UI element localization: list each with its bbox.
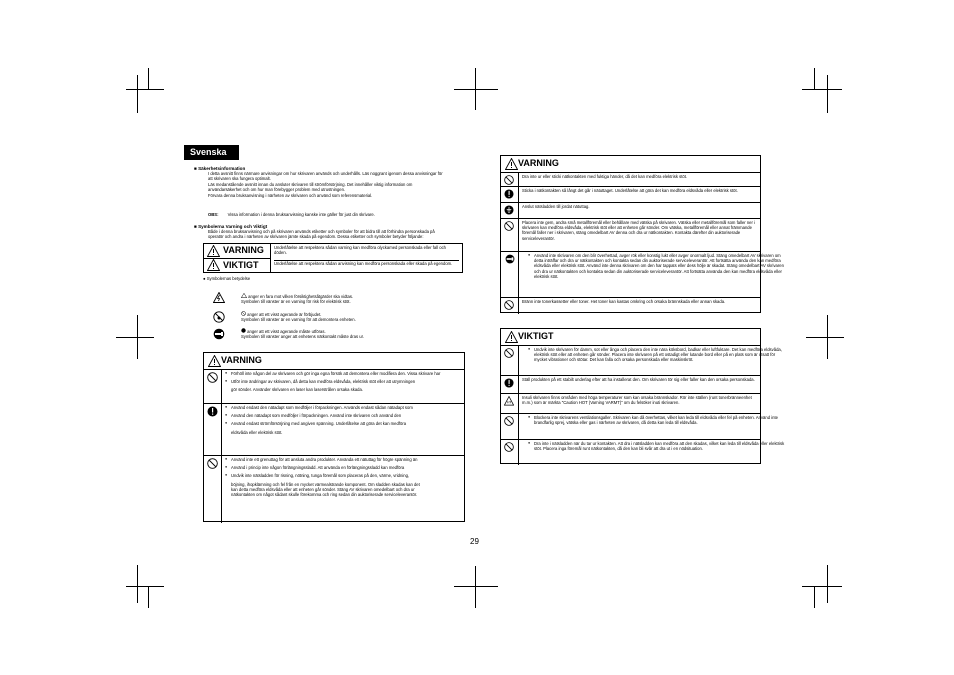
bullet: ● Använd i princip inte någon förlängningssladd. Att använda en förlängningssladd kan medföra (225, 465, 461, 470)
electric-shock-warning-icon (213, 292, 225, 303)
safety-line: användarsäkerhet och om hur man förebygger problem med utrustningen. (208, 187, 346, 193)
warning-row (501, 297, 760, 314)
row-text: Anslut nätsladden till jordat nätuttag. (522, 204, 590, 209)
crop-mark (126, 586, 164, 587)
bullet: ● Utför inte ändringar av skrivaren, då detta kan medföra eldsvåda, elektrisk stöt eller att utrymningen (225, 379, 461, 384)
caution-triangle-icon (207, 259, 220, 271)
caution-row (501, 413, 778, 440)
ground-icon (504, 205, 514, 215)
example-1-text (241, 293, 353, 305)
no-disassemble-icon (207, 372, 218, 383)
prohibited-icon (504, 348, 514, 358)
row-text: Bränn inte tonerkassetter eller toner. Het toner kan kastas omkring och orsaka brännskada eller annan skada. (522, 299, 726, 304)
prohibited-icon (504, 221, 514, 231)
right-warning-box (500, 155, 784, 313)
row-text: Sticka i nätkontakten så långt det går i nätuttaget. Underlåtelse att göra det kan medföra eldsvåda eller elektrisk stöt. (522, 188, 738, 193)
left-warning-title: VARNING (221, 355, 262, 365)
caution-row (501, 439, 785, 465)
right-warning-title: VARNING (518, 158, 559, 168)
no-fire-icon (504, 300, 514, 310)
legend-viktigt-label: VIKTIGT (223, 260, 259, 270)
warning-row (204, 403, 464, 456)
crop-mark (814, 586, 815, 608)
crop-mark (137, 565, 138, 603)
example-1-line2: Symbolen till vänster är en varning för risk för elektrisk stöt. (241, 299, 351, 305)
example-2-line1: anger att ett visst agerande är förbjudet. (247, 312, 322, 317)
warning-row (501, 218, 760, 252)
crop-mark (126, 89, 164, 90)
example-3-line2: Symbolen till vänster anger att enhetens nätkontakt måste dras ur. (241, 334, 364, 340)
no-wet-hands-icon (504, 175, 514, 185)
warning-row (501, 251, 784, 298)
example-2-text (241, 311, 356, 323)
legend-varning-label: VARNING (223, 245, 264, 255)
legend-table (203, 243, 463, 273)
symbols-heading: ■ Symbolerna Varning och Viktigt (194, 224, 268, 229)
row-text: Insuli skrivaren finns områden med höga temperaturer som kan orsaka brännskador. Rör inte ställen (runt tonerbränneenhet m.m.) som är märkta "Caution HOT (Varning VARMT)" om du felsöker inuti skrivaren. (522, 395, 752, 406)
right-caution-title: VIKTIGT (518, 331, 554, 341)
warning-row (501, 202, 760, 219)
small-triangle-icon (241, 293, 247, 298)
example-2-line2: Symbolen till vänster är en varning för att demontera enheten. (241, 317, 356, 323)
symbols-line: operatör och andra i närheten av skrivaren jämte skada på egendom. Dessa etiketter och symboler betyder följande: (208, 234, 424, 240)
warning-row (501, 186, 760, 203)
examples-heading: ● Symbolernas betydelse (203, 276, 251, 281)
crop-mark (137, 75, 138, 113)
bullet: ● Undvik inte nätsladden för risning, nötning, tunga föremål som placeras på den, värme, vridning, (225, 473, 461, 478)
safety-info-section (194, 166, 474, 217)
bullet: ● Använd endast strömförsörjning med angiven spänning. Underlåtelse att göra det kan medföra (225, 421, 461, 426)
example-1-line1: anger en fara mot vilken försiktighetsåtgärder ska vidtas. (248, 294, 354, 299)
caution-row (501, 393, 760, 414)
warning-row (501, 172, 760, 187)
bullet: ● Använd endast den nätadapt som medföljer i förpackningen. Används endast sådan nätadapt som (225, 405, 461, 410)
crop-mark (827, 315, 828, 359)
safety-line: I detta avsnitt finns närmare anvisningar om hur skrivaren används och underhålls. Läs noggrant igenom dessa anvisningar för (208, 171, 443, 176)
row-text: Ställ produkten på ett stabilt underlag efter att ha installerat den. Om skrivaren tör sig eller faller kan den orsaka personskada. (522, 377, 755, 382)
no-disassemble-icon (213, 311, 225, 323)
example-3-text (241, 328, 364, 340)
crop-mark (814, 68, 815, 90)
bullet-cont: kan detta medföra eldsvåda eller att enheten går sönder. Stäng AV skrivaren omedelbart och dra ur (231, 486, 415, 492)
safety-line: Läs medanstående avsnitt innan du ansluter skrivaren till strömförsörjning. Det innehåller viktig information om (208, 181, 413, 187)
bullet: ● Använd inte ett grenuttag för att ansluta andra produkter. Använda ett nätuttag för högre spänning än (225, 457, 461, 462)
mandatory-icon (504, 189, 514, 199)
crop-mark (827, 565, 828, 603)
warning-triangle-icon (208, 355, 221, 367)
legend-varning-desc: Underlåtelse att respektera sådan varning kan medföra olyckamed personskada eller fall och döden. (274, 245, 447, 256)
crop-mark (137, 315, 138, 359)
warning-triangle-icon (505, 158, 518, 170)
safety-line: Förvara denna bruksanvisning i närheten av skrivaren och använd som referensmaterial. (208, 192, 373, 198)
row-text: Placera inte gem, andra små metallföremål eller behållare med vätska på skrivaren. Vätska eller metallföremål som faller ner i skrivaren kan medföra eldsvåda, elektrisk stöt eller att enheten går sönder. Om vätska, metallföremål eller annat främmande föremål faller ner i skrivaren, stäng omedelbart AV denna och dra ur nätkontakten. Kontakta därefter din auktoriserade serviceleverantör. (522, 220, 755, 241)
page-number: 29 (470, 537, 479, 546)
small-prohibit-icon (241, 311, 246, 316)
bullet-cont: eldsvåda eller elektrisk stöt. (231, 429, 283, 435)
obs-text: Vissa information i denna bruksanvisning kanske inte gäller för just din skrivare. (227, 212, 375, 218)
example-3-line1: anger att ett visst agerande måste utföras. (247, 329, 326, 334)
prohibited-icon (207, 458, 218, 469)
warning-row (204, 369, 464, 404)
language-tab: Svenska (184, 145, 239, 160)
symbols-line: Både i denna bruksanvisning och på skrivaren används etiketter och symboler för att bidra till att förhindra personskada på (208, 229, 435, 234)
hot-surface-icon (504, 396, 514, 406)
crop-mark (454, 89, 498, 90)
row-text: Dra inte ur eller sticki nätkontakten med fuktiga händer, då det kan medföra elektrisk stöt. (522, 174, 688, 179)
unplug-icon (212, 328, 226, 340)
mandatory-icon (207, 406, 218, 417)
row-text: ● Blockera inte skrivarens ventilationsgaller. Skrivaren kan då överhettas, vilket kan leda till eldsvåda eller fel på enheten. Använd inte brandfarlig sprej, vätska eller gas i närheten av skrivaren, då detta kan leda till eldsvåda. (528, 415, 787, 425)
crop-mark (148, 68, 149, 90)
symbols-section (194, 224, 474, 240)
crop-mark (806, 337, 844, 338)
warning-triangle-icon (207, 245, 220, 257)
crop-mark (827, 75, 828, 113)
right-caution-box (500, 328, 785, 464)
crop-mark (802, 89, 842, 90)
safety-line: att skrivaren ska fungera optimalt. (208, 176, 271, 182)
crop-mark (454, 586, 498, 587)
prohibited-icon (504, 442, 514, 452)
left-warning-box (203, 352, 465, 522)
bullet-cont: böjning, ihopklämning och fel från en mycket värmealstrande komponent. Om sladden skadas kan det (231, 481, 420, 487)
bullet: ● Använd den nätadapt som medföljer i förpackningen. Använd inte skrivaren och använd den (225, 413, 461, 418)
mandatory-icon (504, 378, 514, 388)
safety-info-heading: ■ Säkerhetsinformation (194, 166, 246, 171)
obs-label: OBS: (208, 212, 219, 218)
warning-row (204, 455, 464, 523)
bullet: ● Förhöll inte någon del av skrivaren och gör inga egna försök att demontera eller modifiera den. Vissa skrivare har (225, 371, 461, 376)
prohibited-icon (504, 416, 514, 426)
caution-row (501, 375, 760, 394)
bullet-cont: nätkontakten om något sådant skulle förekomma och ring sedan din auktoriserade serviceleverantör. (231, 492, 418, 498)
row-text: ● Dra inte i nätsladden när du tar ur kontakten. Att dra i nätsladden kan medföra att den skadas, vilket kan leda till eldsvåda eller elektrisk stöt. Placera inga föremål runt nätkontakten, då den kan bli svår att dra ut i en nödsituation. (528, 441, 787, 451)
small-mandatory-icon (241, 328, 246, 333)
crop-mark (116, 337, 154, 338)
row-text: ● Använd inte skrivaren om den blir överhettad, avger rök eller konstig lukt eller avger onormalt ljud. Stäng omedelbart AV skrivaren om detta inträffar och dra ur nätkontakten och kontakta sedan din auktoriserade serviceleverantör. Att fortsätta använda den kan medföra eldsvåda eller elektrisk stöt. Använd inte denna skrivaren om den har tappats eller dess hölje är skadat. Stäng omedelbart AV skrivaren och dra ur nätkontakten och kontakta sedan din auktoriserade serviceleverantör. Att fortsätta använda den kan medföra eldsvåda eller elektrisk stöt. (528, 253, 787, 279)
crop-mark (148, 586, 149, 608)
crop-mark (802, 586, 842, 587)
bullet-cont: gör sönder. Använder skrivaren en laser kan laserstrålen orsaka skada. (231, 387, 363, 393)
row-text: ● Undvik inte skrivaren för damm, sot eller ånga och placera den inte nära köksbord, badkar eller luftfuktare. Det kan medföra eldsvåda, elektrisk stöt eller att enheten går sönder. Placera inte skrivaren på ett ostadigt eller lutande bord eller på en plats som är utsatt för mycket vibrationer och stötar. Det kan falla och orsaka personskada eller maskinskröt. (528, 347, 787, 363)
crop-mark (475, 566, 476, 608)
caution-row (501, 345, 782, 376)
unplug-icon (504, 254, 516, 264)
legend-viktigt-desc: Underlåtelse att respektera sådan anvisning kan medföra personskada eller skada på egendom. (274, 260, 459, 266)
caution-triangle-icon (505, 331, 518, 343)
